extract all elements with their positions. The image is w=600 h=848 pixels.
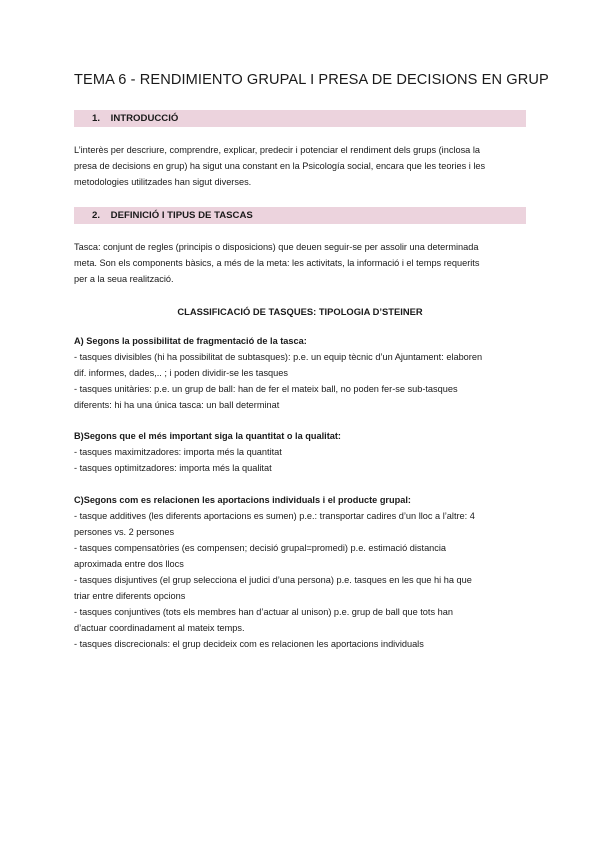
group-a — [74, 333, 526, 413]
intro-paragraph — [74, 142, 526, 190]
text-line: - tasques conjuntives (tots els membres han d’actuar al unison) p.e. grup de ball que tots han — [74, 607, 453, 617]
text-line: per a la seua realització. — [74, 274, 174, 284]
group-c — [74, 492, 526, 652]
text-line: - tasques discrecionals: el grup decideix com es relacionen les aportacions individuals — [74, 639, 424, 649]
text-line: triar entre diferents opcions — [74, 591, 186, 601]
text-line: dif. informes, dades,.. ; i poden dividir-se les tasques — [74, 368, 288, 378]
text-line: presa de decisions en grup) ha sigut una constant en la Psicología social, encara que les teories i les — [74, 161, 486, 171]
text-line: - tasques disjuntives (el grup selecciona el judici d’una persona) p.e. tasques en les que hi ha que — [74, 575, 472, 585]
text-line: aproximada entre dos llocs — [74, 559, 184, 569]
text-line: persones vs. 2 persones — [74, 527, 175, 537]
group-heading: A) Segons la possibilitat de fragmentació de la tasca: — [74, 336, 307, 346]
section-number: 1. — [92, 113, 101, 124]
group-heading: C)Segons com es relacionen les aportacions individuals i el producte grupal: — [74, 495, 411, 505]
classification-heading: CLASSIFICACIÓ DE TASQUES: TIPOLOGIA D’STEINER — [177, 306, 423, 317]
definition-paragraph — [74, 239, 526, 287]
text-line: - tasques optimitzadores: importa més la qualitat — [74, 463, 272, 473]
text-line: - tasques divisibles (hi ha possibilitat de subtasques): p.e. un equip tècnic d’un Ajuntament: elaboren — [74, 352, 483, 362]
section-heading-introduccio — [74, 110, 526, 127]
section-label: INTRODUCCIÓ — [110, 113, 179, 124]
section-heading-definicio — [74, 207, 526, 224]
section-number: 2. — [92, 210, 101, 221]
text-line: meta. Son els components bàsics, a més de la meta: les activitats, la informació i el temps requerits — [74, 258, 480, 268]
text-line: - tasques compensatòries (es compensen; decisió grupal=promedi) p.e. estimació distancia — [74, 543, 447, 553]
text-line: - tasques unitàries: p.e. un grup de ball: han de fer el mateix ball, no poden fer-se sub-tasques — [74, 384, 458, 394]
page-title: TEMA 6 - RENDIMIENTO GRUPAL I PRESA DE DECISIONS EN GRUP — [74, 72, 549, 88]
text-line: metodologies utilitzades han sigut diverses. — [74, 177, 252, 187]
group-heading: B)Segons que el més important siga la quantitat o la qualitat: — [74, 431, 341, 441]
text-line: L’interès per descriure, comprendre, explicar, predecir i potenciar el rendiment dels grups (inclosa la — [74, 145, 480, 155]
text-line: diferents: hi ha una única tasca: un ball determinat — [74, 400, 280, 410]
section-label: DEFINICIÓ I TIPUS DE TASCAS — [110, 210, 253, 221]
text-line: d’actuar coordinadament al mateix temps. — [74, 623, 245, 633]
text-line: Tasca: conjunt de regles (principis o disposicions) que deuen seguir-se per assolir una determinada — [74, 242, 479, 252]
text-line: - tasques maximitzadores: importa més la quantitat — [74, 447, 282, 457]
group-b — [74, 428, 526, 476]
text-line: - tasque additives (les diferents aportacions es sumen) p.e.: transportar cadires d’un lloc a l’altre: 4 — [74, 511, 475, 521]
